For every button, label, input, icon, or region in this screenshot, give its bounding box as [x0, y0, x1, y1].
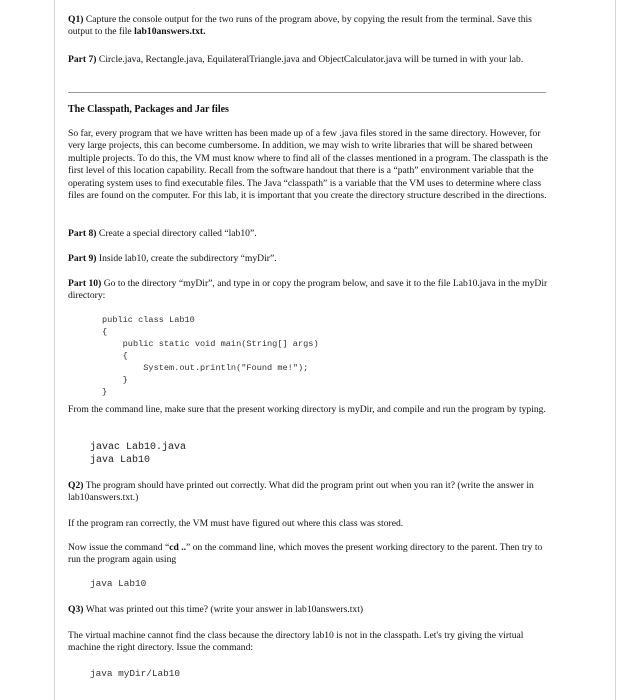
- q2-text: The program should have printed out correctly. What did the program print out when you ran it? (write the answer in lab10answers.txt.): [68, 480, 534, 504]
- section-heading: The Classpath, Packages and Jar files: [68, 104, 229, 115]
- part10-label: Part 10): [68, 278, 102, 289]
- code-line: System.out.println("Found me!");: [102, 363, 309, 373]
- part8-paragraph: [68, 228, 553, 240]
- q3-text: What was printed out this time? (write your answer in lab10answers.txt): [85, 604, 364, 615]
- vm-paragraph: If the program ran correctly, the VM must have figured out where this class was stored.: [68, 518, 404, 529]
- q1-paragraph: [68, 14, 553, 39]
- cd-command: cd ..: [169, 542, 187, 553]
- section-divider: [68, 92, 546, 93]
- cd-text-a: Now issue the command “: [68, 542, 170, 553]
- part7-paragraph: [68, 54, 553, 66]
- part10-text: Go to the directory “myDir”, and type in or copy the program below, and save it to the file Lab10.java in the myDir directory:: [68, 278, 548, 302]
- q1-text1: Capture the console output for the two runs of the program above, by copying the result from the terminal.: [85, 14, 495, 25]
- code-line: }: [102, 387, 108, 397]
- cd-text-b: ” on the command line, which moves the present working directory to the parent. Then try to run the program again using: [68, 542, 543, 566]
- part10-paragraph: [68, 278, 553, 303]
- code-run-lab10: java Lab10: [90, 578, 147, 589]
- q2-label: Q2): [68, 480, 84, 491]
- q3-label: Q3): [68, 604, 84, 615]
- code-line: java Lab10: [90, 455, 151, 466]
- part9-text: Inside lab10, create the subdirectory “myDir”.: [98, 253, 277, 264]
- code-line: public class Lab10: [102, 315, 195, 325]
- q2-paragraph: [68, 480, 553, 505]
- q1-file: lab10answers.txt.: [134, 26, 206, 38]
- code-line: {: [102, 351, 128, 361]
- part9-label: Part 9): [68, 253, 97, 264]
- intro-paragraph: So far, every program that we have written has been made up of a few .java files stored in the same directory. However, for very large projects, this can become cumbersome. In addition, we may wish to write libraries that will be shared between multiple projects. To do this, the VM must know where to find all of the classes mentioned in a program. The classpath is the first level of this location capability. Recall from the software handout that there is a “path” environment variable that the operating system uses to find executable files. The Java “classpath” is a variable that the VM uses to determine where class files are found on the computer. For this lab, it is important that you create the directory structure described in the directions.: [68, 128, 548, 202]
- part7-text: Circle.java, Rectangle.java, EquilateralTriangle.java and ObjectCalculator.java will be turned in with your lab.: [98, 54, 524, 65]
- part9-paragraph: [68, 253, 553, 265]
- part8-label: Part 8): [68, 228, 97, 239]
- code-line: public static void main(String[] args): [102, 339, 319, 349]
- code-run-mydir: java myDir/Lab10: [90, 668, 181, 679]
- q1-text2: Save this output to the file: [68, 14, 532, 38]
- cd-paragraph: [68, 542, 553, 567]
- part8-text: Create a special directory called “lab10”.: [98, 228, 257, 239]
- compile-paragraph: From the command line, make sure that the present working directory is myDir, and compile and run the program by typing.: [68, 404, 546, 415]
- code-line: javac Lab10.java: [90, 442, 187, 453]
- code-line: {: [102, 327, 108, 337]
- q1-label: Q1): [68, 14, 84, 25]
- code-line: }: [102, 375, 128, 385]
- vm2-paragraph: The virtual machine cannot find the class because the directory lab10 is not in the classpath. Let's try giving the virtual machine the right directory. Issue the command:: [68, 630, 524, 654]
- part7-label: Part 7): [68, 54, 97, 65]
- q3-paragraph: [68, 604, 553, 616]
